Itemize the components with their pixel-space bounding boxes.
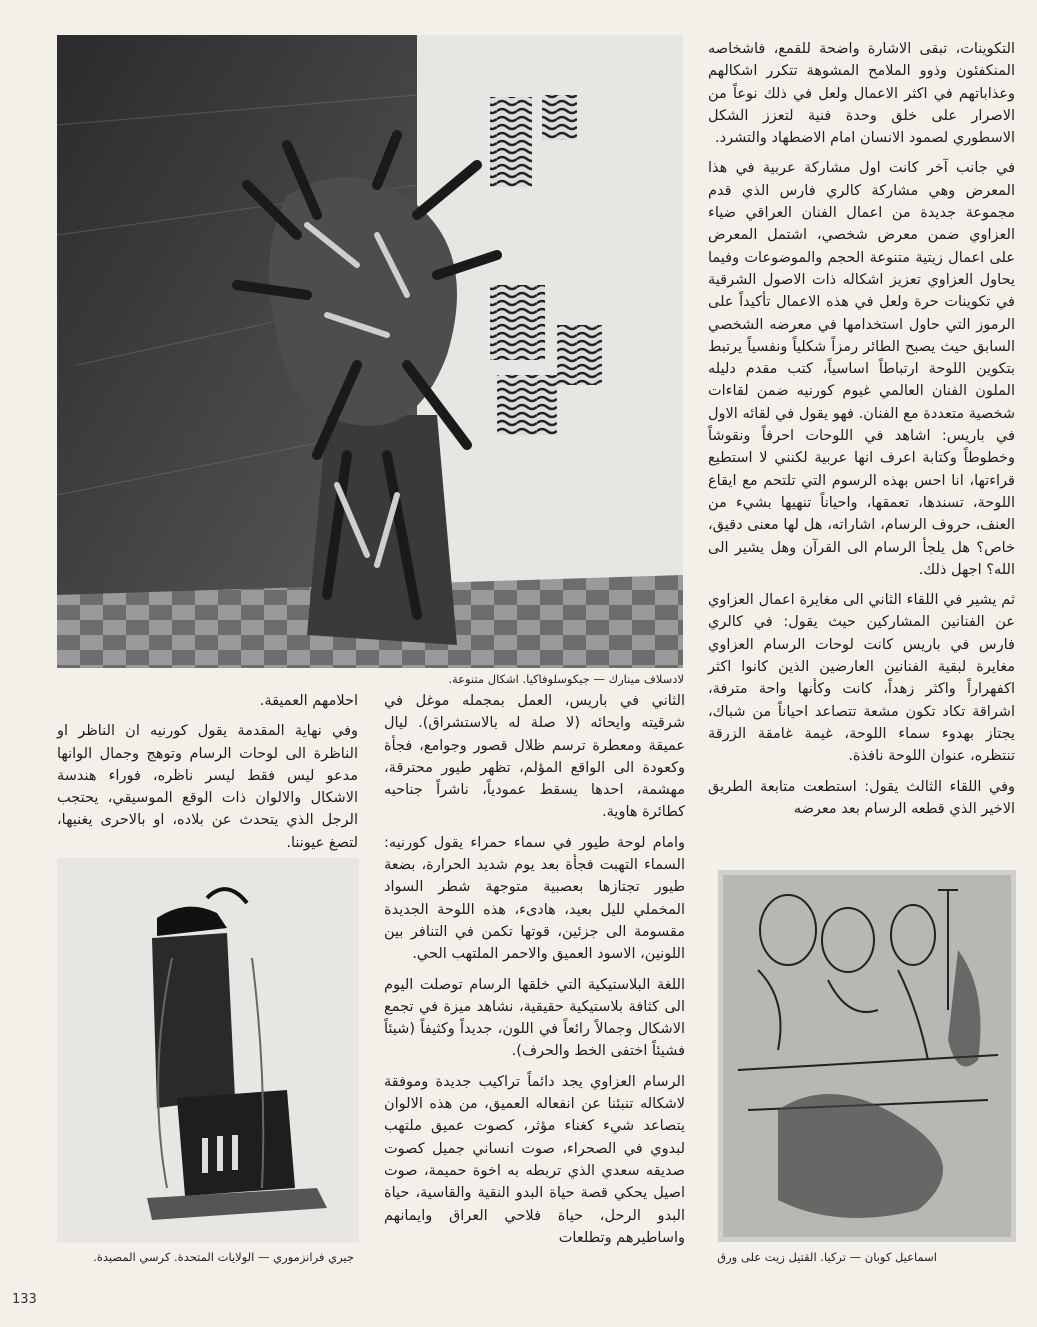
- caption-bottom-left-photo: جيري فرانزموري — الولايات المتحدة. كرسي المصيدة.: [93, 1250, 354, 1264]
- paragraph: اللغة البلاستيكية التي خلقها الرسام توصلت اليوم الى كثافة بلاستيكية حقيقية، نشاهد ميزة في تجمع الاشكال وجمالاً رائعاً في اللون، جديداً وكثيفاً (شيئاً فشيئاً اختفى الخط والحرف).: [384, 976, 685, 1060]
- left-text-column: [57, 690, 358, 862]
- paragraph: وامام لوحة طيور في سماء حمراء يقول كورنيه: السماء التهبت فجأة بعد يوم شديد الحرارة، بضعة طيور تجتازها بعصبية متوجهة شطر السواد المخملي لليل بعيد، هادىء، هذه اللوحة الجديدة مقسومة الى جزئين، قوتها تكمن في التنافر بين اللونين، الاسود العميق والاحمر الملتهب الحي.: [384, 834, 685, 963]
- middle-text-column: [384, 690, 685, 1257]
- paragraph: في جانب آخر كانت اول مشاركة عربية في هذا المعرض وهي مشاركة كالري فارس الذي قدم مجموعة جديدة من اعمال الفنان العراقي ضياء العزاوي ضمن معرض شخصي، اشتمل المعرض على اعمال زيتية متنوعة الحجم والموضوعات وفيما يحاول العزاوي تعزيز اشكاله ذات الاصول الشرقية في تكوينات حرة ولعل في هذه الاعمال تأكيداً على الرموز التي حاول استخدامها في معرضه الشخصي السابق حيث يصبح الطائر رمزاً شكلياً ونفسياً يرتبط بتكوين اللوحة ارتباطاً اساسياً، كتب مقدم دليله الملون الفنان العالمي غيوم كورنيه ضمن لقاءات شخصية متعددة مع الفنان. فهو يقول في لقائه الاول في باريس: اشاهد في اللوحات احرفاً ونقوشاً وخطوطاً وكتابة اعرف انها عربية لكنني لا استطيع قراءتها، انا احس بهذه الرسوم التي تلتحم مع ايقاع اللوحة، تسندها، تعمقها، واحياناً تنهيها بشيء من العنف، حروف الرسام، اشاراته، هل لها معنى دقيق، خاص؟ هل يلجأ الرسام الى القرآن وهل يشير الى الله؟ اجهل ذلك.: [708, 160, 1015, 578]
- sculpture-photo-bottom-left: [57, 858, 359, 1243]
- wave-painting: [490, 97, 532, 187]
- sculpture-photo-top: [57, 35, 683, 668]
- page-number: 133: [12, 1292, 37, 1307]
- painting-photo-bottom-right: [718, 870, 1016, 1242]
- caption-bottom-right-photo: اسماعيل كوبان — تركيا. القتيل زيت على ورق: [717, 1250, 937, 1264]
- paragraph: وفي اللقاء الثالث يقول: استطعت متابعة الطريق الاخير الذي قطعه الرسام بعد معرضه: [708, 778, 1015, 817]
- paragraph: التكوينات، تبقى الاشارة واضحة للقمع، فاشخاصه المنكفئون وذوو الملامح المشوهة تتكرر اشكالهم وعذاباتهم في اكثر الاعمال ولعل في ذلك نوعاً من الاصرار على خلق وحدة فنية لتعزز الشكل الاسطوري لصمود الانسان امام الاضطهاد والتشرد.: [708, 41, 1015, 147]
- paragraph: الثاني في باريس، العمل بمجمله موغل في شرقيته وايحائه (لا صلة له بالاستشراق). ليال عميقة ومعطرة ترسم ظلال قصور وجوامع، فجأة وكعودة الى الواقع المؤلم، تظهر طيور محترقة، مهشمة، احدها يسقط عمودياً، ناشراً جناحيه كطائرة هاوية.: [384, 693, 685, 821]
- paragraph: ثم يشير في اللقاء الثاني الى مغايرة اعمال العزاوي عن الفنانين المشاركين حيث يقول: في كالري فارس في باريس كانت لوحات الرسام العزاوي مغايرة لبقية الفنانين العارضين الذين كانوا اكثر اكفهراراً واكثر زهداً، كانت وكأنها واحة مترفة، اشراقة تكاد تكون مشعة تتصاعد احياناً من شباك، يجتاز بهدوء سماء اللوحة، غيمة غامقة الزرقة تنتظره، عنوان اللوحة نافذة.: [708, 592, 1015, 765]
- paragraph: وفي نهاية المقدمة يقول كورنيه ان الناظر او الناظرة الى لوحات الرسام وتوهج وجمال الوانها مدعو ليس فقط ليسر ناظره، فوراء هندسة الاشكال والالوان ذات الوقع الموسيقي، يحتجب الرجل الذي يتحدث عن بلاده، او بالاحرى يغنيها، لتصغ عيوننا.: [57, 723, 358, 851]
- paragraph: الرسام العزاوي يجد دائماً تراكيب جديدة وموفقة لاشكاله تنبئنا عن انفعاله العميق، من هذه الالوان يتصاعد شيء كغناء مؤثر، كصوت عميق ملتهب لبدوي في الصحراء، صوت انساني جميل كصوت صديقه سعدي الذي تربطه به اخوة حميمة، صوت اصيل يحكي قصة حياة البدو النقية والقاسية، حياة البدو الرحل، حياة فلاحي العراق وايمانهم واساطيرهم وتطلعات: [384, 1073, 685, 1246]
- caption-top-photo: لادسلاف مينارك — جيكوسلوفاكيا. اشكال متنوعة.: [448, 672, 684, 686]
- paragraph: احلامهم العميقة.: [259, 693, 358, 709]
- right-text-column: [708, 38, 1015, 828]
